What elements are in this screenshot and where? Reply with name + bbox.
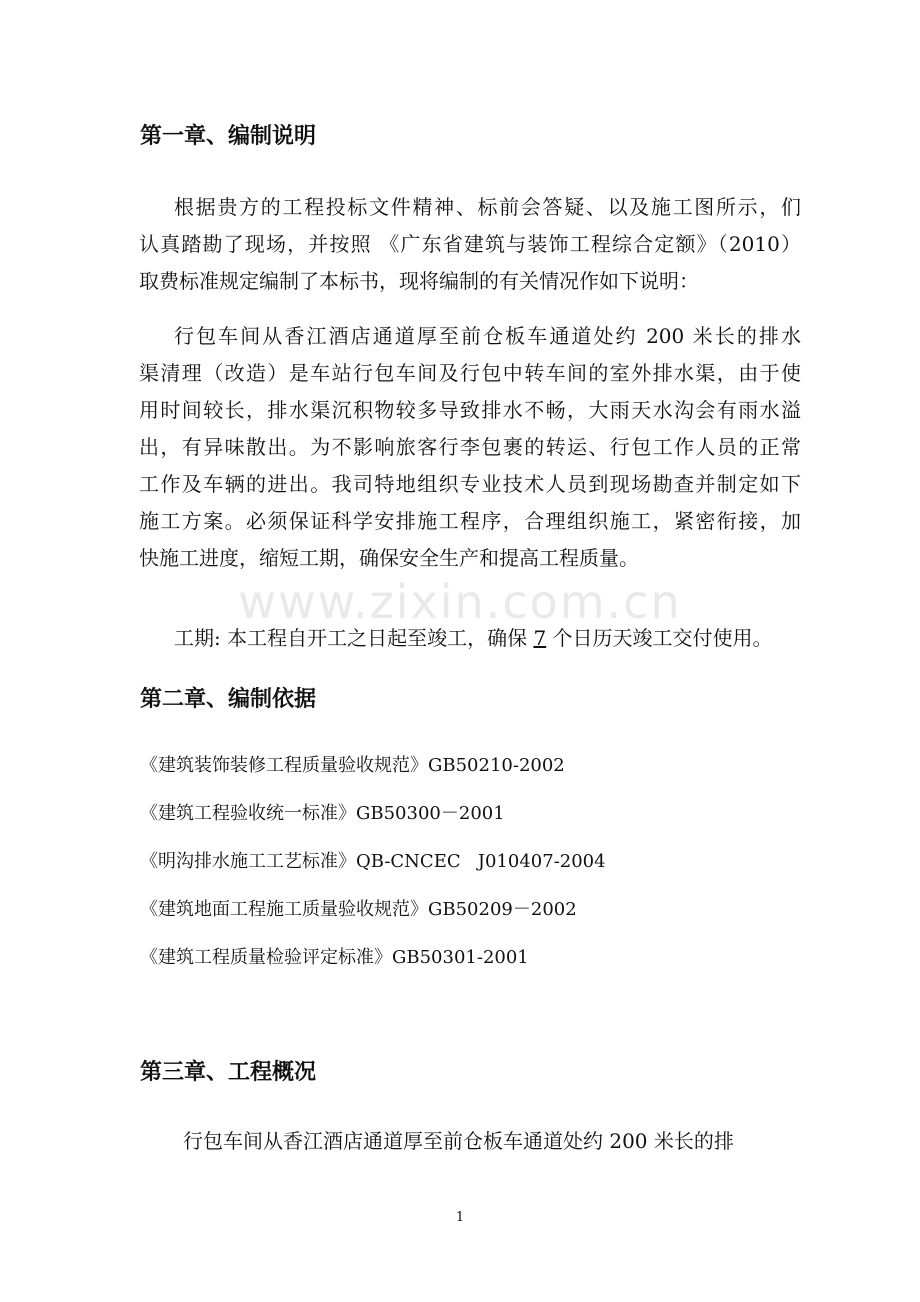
paragraph-line: 出，有异味散出。为不影响旅客行李包裹的转运、行包工作人员的正常 [139, 435, 801, 459]
reference-item: 《建筑地面工程施工质量验收规范》GB50209－2002 [140, 899, 577, 920]
paragraph-line: 渠清理（改造）是车站行包车间及行包中转车间的室外排水渠，由于使 [139, 361, 801, 385]
period-days: 7 [533, 626, 547, 650]
paragraph-line: 施工方案。必须保证科学安排施工程序，合理组织施工，紧密衔接，加 [139, 509, 801, 533]
reference-item: 《明沟排水施工工艺标准》QB-CNCEC J010407-2004 [140, 851, 606, 872]
paragraph-line: 认真踏勘了现场，并按照 《广东省建筑与装饰工程综合定额》（2010） [139, 232, 801, 256]
paragraph-line: 行包车间从香江酒店通道厚至前仓板车通道处约 200 米长的排水 [174, 324, 801, 348]
construction-period [139, 620, 819, 657]
chapter2-title: 第二章、编制依据 [140, 687, 317, 712]
reference-item: 《建筑工程验收统一标准》GB50300－2001 [140, 803, 505, 824]
paragraph-line: 工作及车辆的进出。我司特地组织专业技术人员到现场勘查并制定如下 [139, 472, 801, 496]
reference-item: 《建筑装饰装修工程质量验收规范》GB50210-2002 [140, 755, 565, 776]
chapter1-title: 第一章、编制说明 [140, 124, 317, 149]
period-prefix: 工期: 本工程自开工之日起至竣工，确保 [174, 626, 534, 650]
paragraph-line: 用时间较长，排水渠沉积物较多导致排水不畅，大雨天水沟会有雨水溢 [139, 398, 801, 422]
paragraph-line: 快施工进度，缩短工期，确保安全生产和提高工程质量。 [139, 546, 639, 570]
reference-list [140, 754, 606, 994]
construction-period-line [139, 620, 819, 657]
page-number: 1 [455, 1210, 465, 1225]
reference-item: 《建筑工程质量检验评定标准》GB50301-2001 [140, 947, 529, 968]
chapter3-paragraph-1 [148, 1123, 808, 1160]
chapter1-paragraph-1 [139, 189, 801, 300]
chapter3-title: 第三章、工程概况 [140, 1060, 317, 1085]
period-suffix: 个日历天竣工交付使用。 [546, 626, 773, 650]
paragraph-line: 行包车间从香江酒店通道厚至前仓板车通道处约 200 米长的排 [183, 1129, 734, 1153]
paragraph-line: 取费标准规定编制了本标书，现将编制的有关情况作如下说明： [139, 269, 699, 293]
paragraph-line: 根据贵方的工程投标文件精神、标前会答疑、以及施工图所示，们 [174, 195, 801, 219]
chapter1-paragraph-2 [139, 318, 801, 577]
watermark: www.zixin.com.cn [238, 575, 682, 629]
